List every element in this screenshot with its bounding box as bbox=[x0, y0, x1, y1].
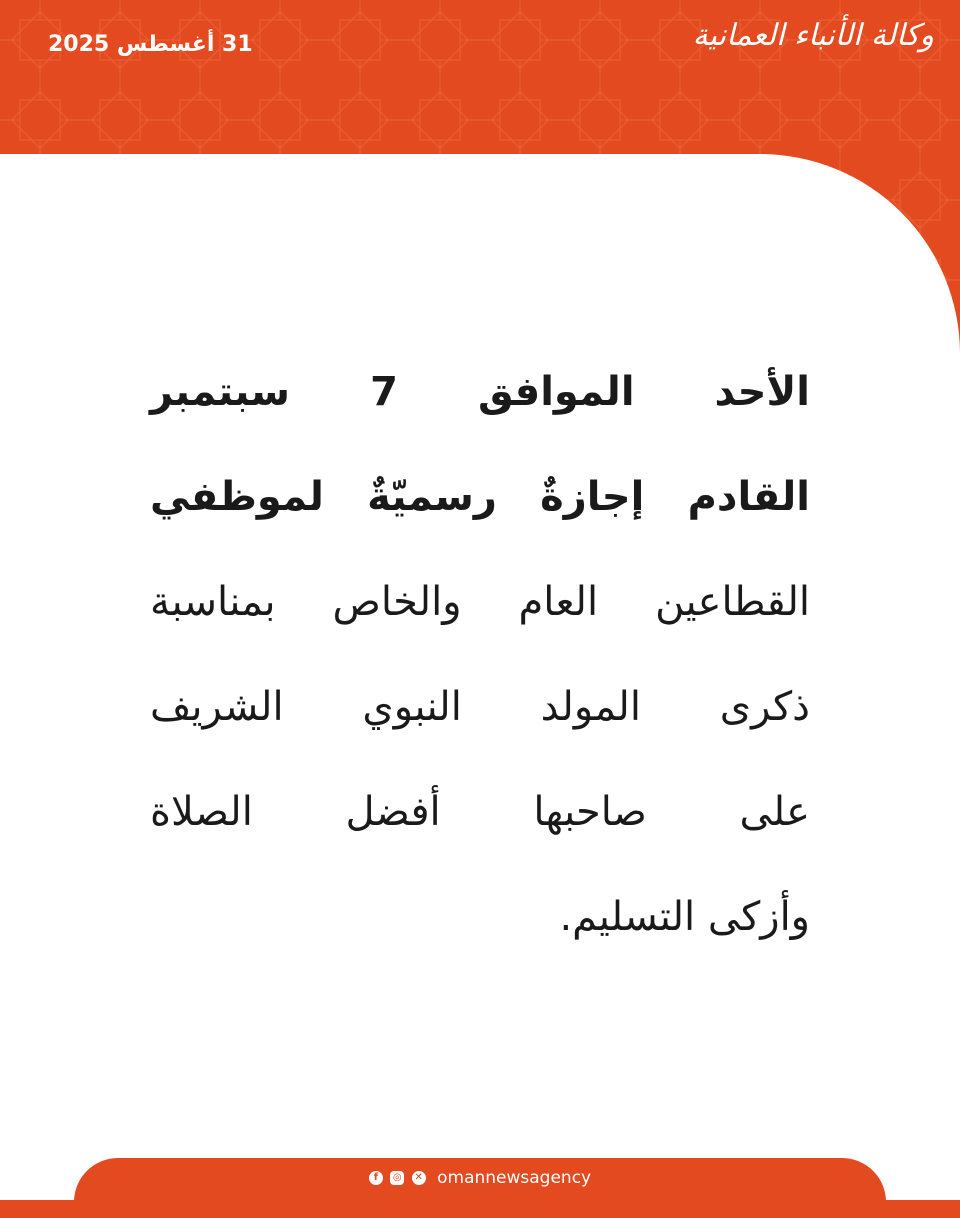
announcement-line-3: القطاعين العام والخاص بمناسبة bbox=[150, 579, 810, 625]
x-icon[interactable]: ✕ bbox=[412, 1171, 426, 1185]
social-links bbox=[74, 1168, 886, 1188]
agency-logo: وكالة الأنباء العمانية bbox=[692, 18, 934, 53]
announcement-line-2 bbox=[150, 465, 810, 570]
date-label: 31 أغسطس 2025 bbox=[48, 32, 253, 57]
footer-bar bbox=[74, 1158, 886, 1218]
announcement-line-6: وأزكى التسليم. bbox=[559, 894, 810, 940]
announcement-line-4: ذكرى المولد النبوي الشريف bbox=[150, 684, 810, 730]
social-handle[interactable]: omannewsagency bbox=[437, 1168, 592, 1188]
announcement-line-1: الأحد الموافق 7 سبتمبر bbox=[150, 369, 810, 415]
announcement-line-2-text: القادم إجازةٌ رسميّةٌ لموظفي bbox=[150, 474, 810, 520]
announcement-line-5: على صاحبها أفضل الصلاة bbox=[150, 789, 810, 835]
announcement-text bbox=[150, 360, 810, 990]
instagram-icon[interactable]: ◎ bbox=[390, 1171, 404, 1185]
facebook-icon[interactable]: f bbox=[369, 1171, 383, 1185]
